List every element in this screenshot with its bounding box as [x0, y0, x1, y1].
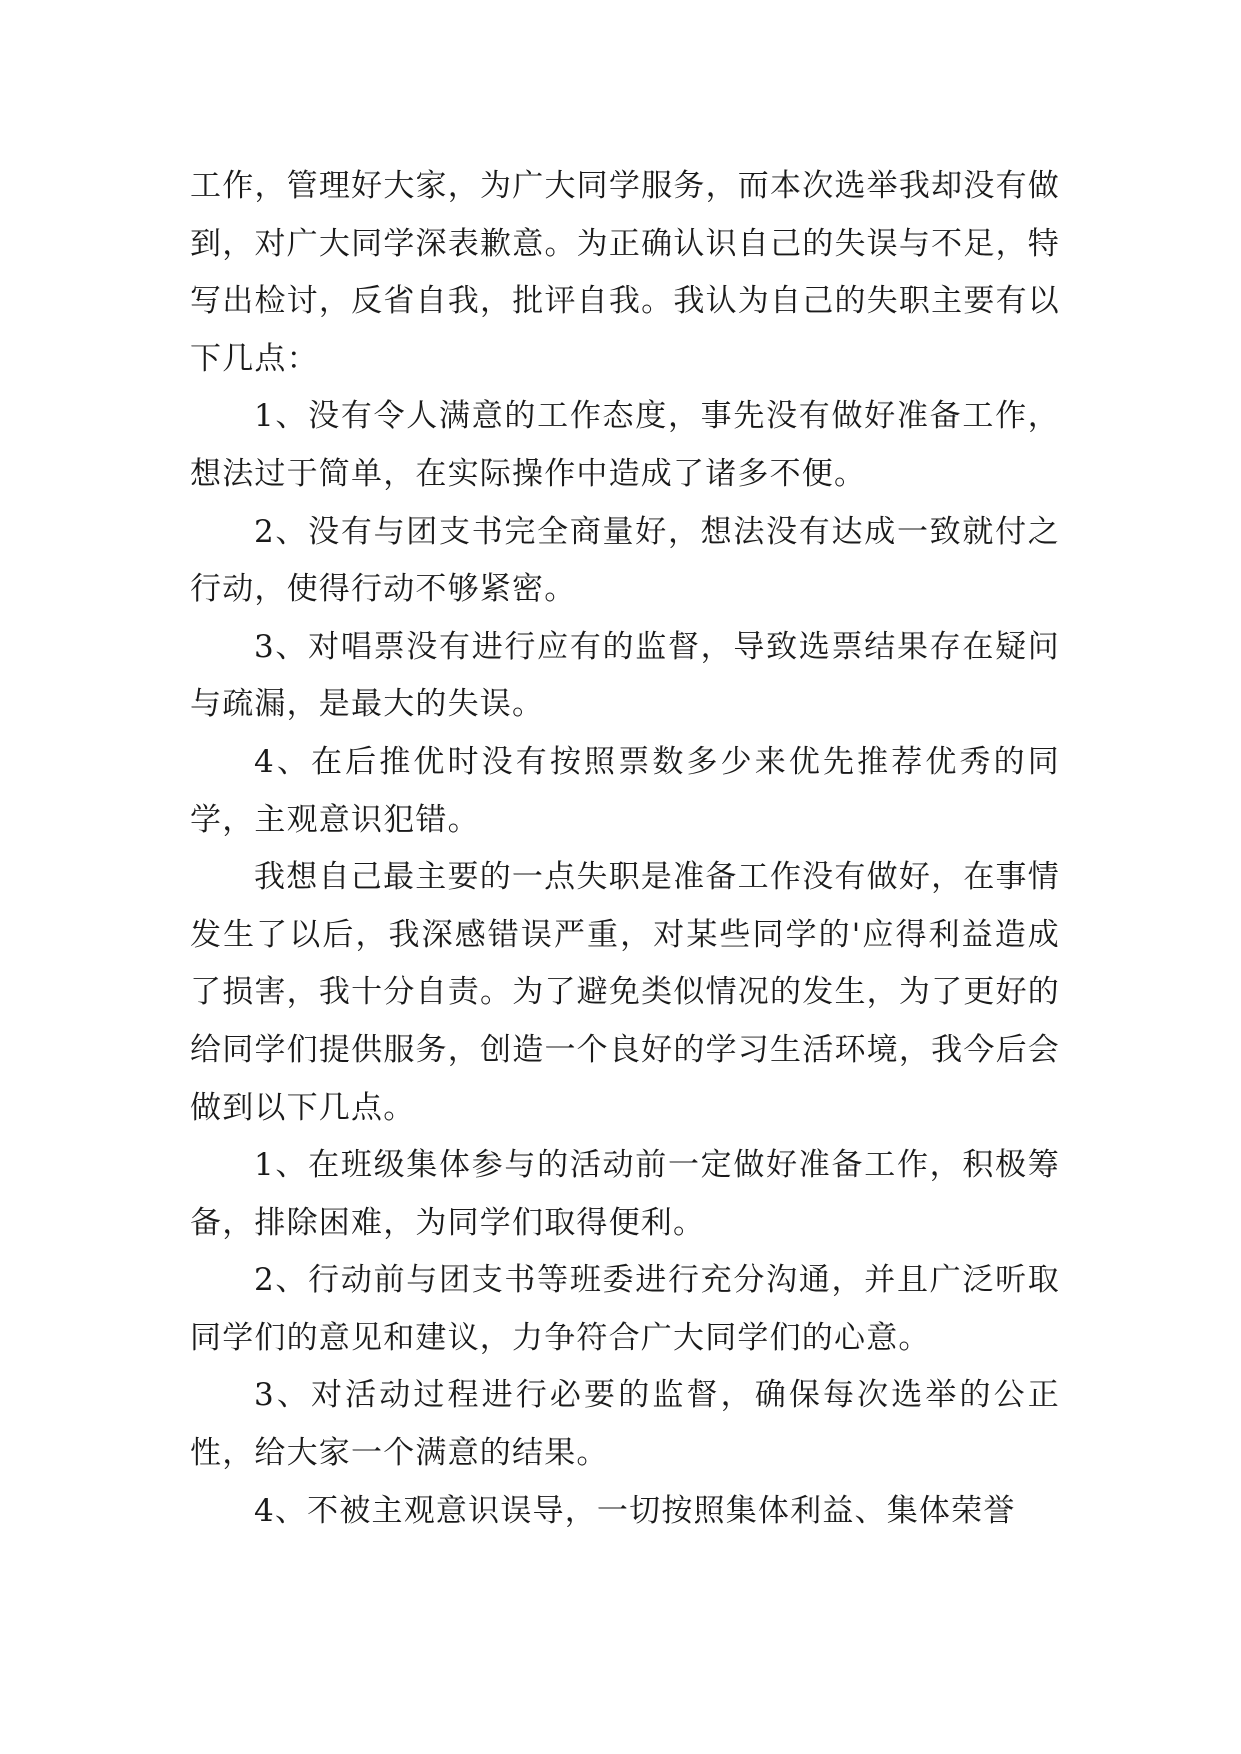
list-item-paragraph: 4、在后推优时没有按照票数多少来优先推荐优秀的同学，主观意识犯错。	[190, 743, 1060, 838]
list-item-paragraph: 2、行动前与团支书等班委进行充分沟通，并且广泛听取同学们的意见和建议，力争符合广大同学们的心意。	[190, 1262, 1060, 1356]
document-body	[190, 158, 1060, 1540]
list-item-paragraph: 3、对活动过程进行必要的监督，确保每次选举的公正性，给大家一个满意的结果。	[190, 1377, 1060, 1472]
list-item-paragraph: 1、没有令人满意的工作态度，事先没有做好准备工作，想法过于简单，在实际操作中造成了诸多不便。	[190, 398, 1060, 492]
paragraph: 工作，管理好大家，为广大同学服务，而本次选举我却没有做到，对广大同学深表歉意。为正确认识自己的失误与不足，特写出检讨，反省自我，批评自我。我认为自己的失职主要有以下几点：	[190, 168, 1060, 377]
list-item-paragraph: 3、对唱票没有进行应有的监督，导致选票结果存在疑问与疏漏，是最大的失误。	[190, 628, 1060, 723]
paragraph: 我想自己最主要的一点失职是准备工作没有做好，在事情发生了以后，我深感错误严重，对某些同学的'应得利益造成了损害，我十分自责。为了避免类似情况的发生，为了更好的给同学们提供服务，创造一个良好的学习生活环境，我今后会做到以下几点。	[190, 859, 1060, 1126]
list-item-paragraph: 1、在班级集体参与的活动前一定做好准备工作，积极筹备，排除困难，为同学们取得便利。	[190, 1147, 1060, 1241]
list-item-paragraph: 2、没有与团支书完全商量好，想法没有达成一致就付之行动，使得行动不够紧密。	[190, 513, 1060, 608]
list-item-paragraph: 4、不被主观意识误导，一切按照集体利益、集体荣誉	[254, 1492, 1016, 1529]
